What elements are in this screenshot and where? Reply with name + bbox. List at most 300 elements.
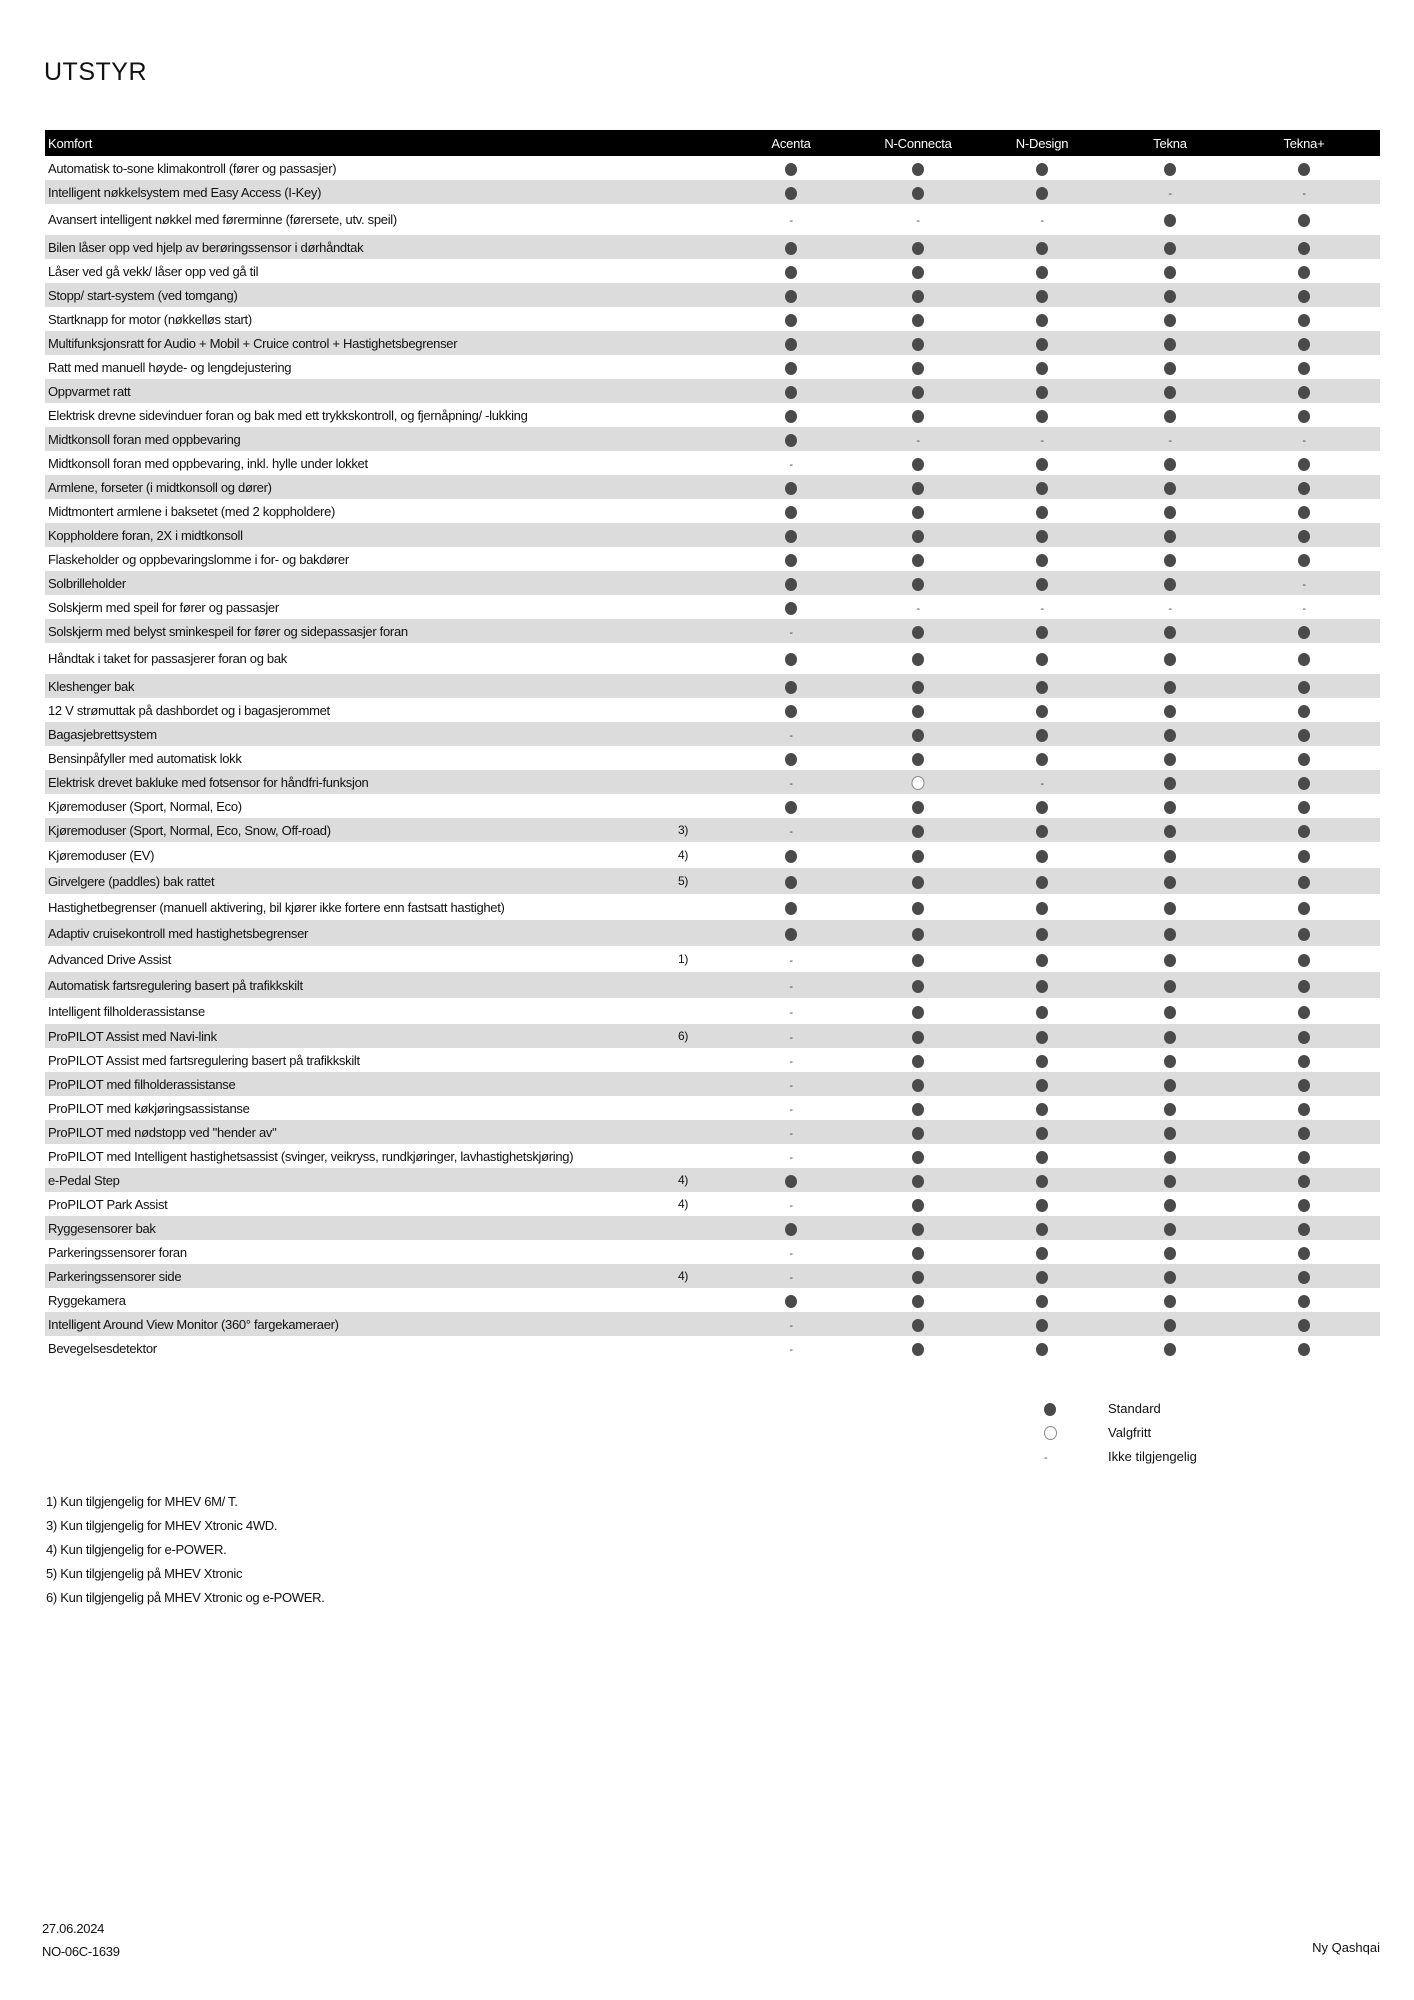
footnote-ref: 4) [678,1269,689,1283]
not-available-dash: - [789,1103,793,1116]
availability-cell [1040,432,1043,447]
standard-dot-icon [912,1247,924,1260]
standard-dot-icon [1164,980,1176,993]
feature-label: Parkeringssensorer side [48,1268,182,1284]
availability-cell [1164,527,1176,542]
table-row [45,1168,1380,1192]
not-available-dash: - [789,980,793,993]
availability-cell [916,432,919,447]
standard-dot-icon [912,876,924,889]
availability-cell [1036,951,1048,966]
availability-cell [785,847,797,862]
feature-label: Kjøremoduser (EV) [48,847,155,863]
standard-dot-icon [1036,386,1048,399]
table-row [45,156,1380,180]
standard-dot-icon [912,1103,924,1116]
availability-cell [1164,1340,1176,1355]
availability-cell [916,600,919,615]
standard-dot-icon [1036,1271,1048,1284]
footnote: 6) Kun tilgjengelig på MHEV Xtronic og e-POWER. [46,1590,325,1605]
availability-cell [785,407,797,422]
feature-label: Adaptiv cruisekontroll med hastighetsbegrenser [48,925,309,941]
feature-label: Armlene, forseter (i midtkonsoll og dører) [48,479,272,495]
not-available-dash: - [789,1271,793,1284]
availability-cell [1164,678,1176,693]
availability-cell [1036,847,1048,862]
standard-dot-icon [1298,506,1310,519]
standard-dot-icon [1036,850,1048,863]
availability-cell [785,239,797,254]
feature-label: Solbrilleholder [48,575,126,591]
feature-label: Automatisk to-sone klimakontroll (fører og passasjer) [48,160,337,176]
availability-cell [1036,1028,1048,1043]
standard-dot-icon [1298,266,1310,279]
availability-cell [912,774,925,790]
feature-label: Hastighetbegrenser (manuell aktivering, bil kjører ikke fortere enn fastsatt hastighet) [48,899,505,915]
feature-label: Advanced Drive Assist [48,951,172,967]
standard-dot-icon [912,163,924,176]
table-row [45,204,1380,235]
standard-dot-icon [1164,928,1176,941]
availability-cell [912,925,924,940]
standard-dot-icon [1298,729,1310,742]
availability-cell [912,1340,924,1355]
availability-cell [1036,873,1048,888]
availability-cell [789,1004,792,1019]
availability-cell [785,925,797,940]
table-row [45,770,1380,794]
standard-dot-icon [912,410,924,423]
availability-cell [789,775,792,790]
standard-dot-icon [1036,653,1048,666]
standard-dot-icon [1164,876,1176,889]
standard-dot-icon [1298,928,1310,941]
feature-label: ProPILOT med køkjøringsassistanse [48,1100,250,1116]
availability-cell [1164,212,1176,227]
equipment-table [45,130,1380,1360]
footnote: 3) Kun tilgjengelig for MHEV Xtronic 4WD. [46,1518,278,1533]
standard-dot-icon [1298,1127,1310,1140]
standard-dot-icon [785,338,797,351]
availability-cell [1168,185,1171,200]
standard-dot-icon [1298,705,1310,718]
availability-cell [1164,1148,1176,1163]
legend-label: Standard [1108,1400,1161,1416]
footer-model: Ny Qashqai [1312,1940,1380,1955]
standard-dot-icon [1164,850,1176,863]
table-row [45,259,1380,283]
availability-cell [1164,774,1176,789]
standard-dot-icon [1164,1031,1176,1044]
availability-cell [1036,822,1048,837]
table-row [45,235,1380,259]
availability-cell [1164,623,1176,638]
standard-dot-icon [785,850,797,863]
table-row [45,499,1380,523]
availability-cell [1036,651,1048,666]
not-available-dash: - [1168,434,1172,447]
availability-cell [1040,212,1043,227]
standard-dot-icon [1164,1103,1176,1116]
legend-item [1040,1420,1197,1444]
availability-cell [789,1245,792,1260]
availability-cell [912,287,924,302]
availability-cell [1036,1268,1048,1283]
availability-cell [1036,383,1048,398]
not-available-dash: - [789,1343,793,1356]
availability-cell [1164,503,1176,518]
standard-dot-icon [1298,1103,1310,1116]
availability-cell [785,750,797,765]
standard-dot-icon [1164,626,1176,639]
standard-dot-icon [1298,980,1310,993]
standard-dot-icon [912,902,924,915]
availability-cell [1298,774,1310,789]
standard-dot-icon [1164,314,1176,327]
standard-dot-icon [785,902,797,915]
standard-dot-icon [912,753,924,766]
legend [1040,1396,1197,1468]
availability-cell [912,455,924,470]
availability-cell [912,479,924,494]
standard-dot-icon [1298,1247,1310,1260]
availability-cell [1298,1292,1310,1307]
footnote-ref: 3) [678,823,689,837]
standard-dot-icon [1298,626,1310,639]
standard-dot-icon [912,554,924,567]
standard-dot-icon [1164,506,1176,519]
availability-cell [785,359,797,374]
availability-cell [789,823,792,838]
availability-cell [1164,977,1176,992]
availability-cell [1036,623,1048,638]
availability-cell [912,1316,924,1331]
standard-dot-icon [1298,554,1310,567]
feature-label: Parkeringssensorer foran [48,1244,187,1260]
standard-dot-icon [1164,1079,1176,1092]
footnote-ref: 1) [678,952,689,966]
standard-dot-icon [1164,530,1176,543]
footnote-ref: 4) [678,1173,689,1187]
availability-cell [1036,1052,1048,1067]
availability-cell [1302,432,1305,447]
table-row [45,946,1380,972]
standard-dot-icon [912,578,924,591]
standard-dot-icon [912,729,924,742]
standard-dot-icon [1164,163,1176,176]
feature-label: Bensinpåfyller med automatisk lokk [48,750,242,766]
availability-cell [912,527,924,542]
standard-dot-icon [912,1127,924,1140]
availability-cell [1040,775,1043,790]
footnote-ref: 4) [678,1197,689,1211]
standard-dot-icon [1298,386,1310,399]
standard-dot-icon [785,681,797,694]
availability-cell [1298,407,1310,422]
not-available-dash: - [916,602,920,615]
availability-cell [1164,847,1176,862]
standard-dot-icon [1298,163,1310,176]
feature-label: Kleshenger bak [48,678,135,694]
not-available-dash: - [789,626,793,639]
availability-cell [912,575,924,590]
not-available-dash: - [916,434,920,447]
table-row [45,595,1380,619]
availability-cell [1298,750,1310,765]
availability-cell [1164,359,1176,374]
not-available-dash: - [916,215,920,227]
standard-dot-icon [1036,1103,1048,1116]
not-available-dash: - [789,777,793,790]
availability-cell [1298,479,1310,494]
availability-cell [1302,185,1305,200]
standard-dot-icon [785,362,797,375]
standard-dot-icon [785,163,797,176]
feature-label: Midtkonsoll foran med oppbevaring, inkl. hylle under lokket [48,455,368,471]
availability-cell [1298,335,1310,350]
availability-cell [1298,311,1310,326]
table-row [45,794,1380,818]
feature-label: Stopp/ start-system (ved tomgang) [48,287,238,303]
availability-cell [1164,1052,1176,1067]
footnote-ref: 6) [678,1029,689,1043]
standard-dot-icon [912,482,924,495]
availability-cell [789,212,792,227]
availability-cell [1298,726,1310,741]
table-row [45,1120,1380,1144]
standard-dot-icon [912,1199,924,1212]
not-available-dash: - [789,1199,793,1212]
standard-dot-icon [1036,928,1048,941]
availability-cell [1298,212,1310,227]
standard-dot-icon [1298,1343,1310,1356]
standard-dot-icon [785,876,797,889]
standard-dot-icon [1164,458,1176,471]
availability-cell [1298,1052,1310,1067]
table-row [45,547,1380,571]
standard-dot-icon [912,338,924,351]
availability-cell [785,575,797,590]
standard-dot-icon [912,653,924,666]
availability-cell [1302,576,1305,591]
standard-dot-icon [785,578,797,591]
availability-cell [789,624,792,639]
availability-cell [912,1172,924,1187]
availability-cell [1298,1340,1310,1355]
availability-cell [1164,1076,1176,1091]
legend-label: Valgfritt [1108,1424,1152,1440]
standard-dot-icon [1036,825,1048,838]
availability-cell [1036,160,1048,175]
standard-dot-icon [1298,482,1310,495]
availability-cell [1298,1268,1310,1283]
standard-dot-icon [1036,876,1048,889]
availability-cell [912,847,924,862]
standard-dot-icon [785,705,797,718]
availability-cell [1164,160,1176,175]
not-available-dash: - [789,729,793,742]
availability-cell [1036,1003,1048,1018]
availability-cell [785,311,797,326]
availability-cell [912,1100,924,1115]
standard-dot-icon [785,530,797,543]
table-row [45,698,1380,722]
standard-dot-icon [785,1175,797,1188]
availability-cell [1036,977,1048,992]
standard-dot-icon [1298,850,1310,863]
availability-cell [1036,1148,1048,1163]
feature-label: ProPILOT Assist med Navi-link [48,1028,217,1044]
availability-cell [1298,1196,1310,1211]
standard-dot-icon [1298,825,1310,838]
legend-item [1040,1444,1197,1468]
table-row [45,180,1380,204]
standard-dot-icon [912,1343,924,1356]
standard-dot-icon [912,1295,924,1308]
standard-dot-icon [1164,902,1176,915]
table-row [45,1216,1380,1240]
standard-dot-icon [1298,1055,1310,1068]
feature-label: Avansert intelligent nøkkel med førerminne (førersete, utv. speil) [48,212,397,227]
table-body [45,156,1380,1360]
availability-cell [1298,702,1310,717]
feature-label: Intelligent filholderassistanse [48,1003,205,1019]
availability-cell [1036,1172,1048,1187]
column-n-connecta: N-Connecta [884,135,952,151]
section-heading: Komfort [48,135,93,151]
standard-dot-icon [912,1151,924,1164]
availability-cell [785,527,797,542]
table-row [45,1048,1380,1072]
table-row [45,1264,1380,1288]
availability-cell [785,431,797,446]
standard-dot-icon [1164,1343,1176,1356]
standard-dot-icon [912,1079,924,1092]
feature-label: Ratt med manuell høyde- og lengdejustering [48,359,292,375]
standard-dot-icon [912,314,924,327]
feature-label: ProPILOT Assist med fartsregulering basert på trafikkskilt [48,1052,360,1068]
availability-cell [916,212,919,227]
column-acenta: Acenta [771,135,811,151]
column-tekna: Tekna [1153,135,1187,151]
availability-cell [1036,1316,1048,1331]
availability-cell [912,1052,924,1067]
standard-dot-icon [912,954,924,967]
standard-dot-icon [1298,1006,1310,1019]
availability-cell [1298,1172,1310,1187]
feature-label: Oppvarmet ratt [48,383,131,399]
availability-cell [912,263,924,278]
table-row [45,451,1380,475]
standard-dot-icon [1164,1055,1176,1068]
availability-cell [1298,977,1310,992]
feature-label: ProPILOT med filholderassistanse [48,1076,236,1092]
standard-dot-icon [1164,1247,1176,1260]
standard-dot-icon [1298,314,1310,327]
table-row [45,1096,1380,1120]
standard-dot-icon [1036,1247,1048,1260]
availability-cell [1164,899,1176,914]
availability-cell [912,503,924,518]
availability-cell [1298,551,1310,566]
standard-dot-icon [1036,338,1048,351]
standard-dot-icon [1164,729,1176,742]
availability-cell [789,1029,792,1044]
availability-cell [1164,1220,1176,1235]
availability-cell [1298,287,1310,302]
standard-dot-icon [1036,290,1048,303]
availability-cell [1298,160,1310,175]
availability-cell [912,822,924,837]
standard-dot-icon [912,705,924,718]
table-row [45,1024,1380,1048]
table-row [45,523,1380,547]
standard-dot-icon [1164,410,1176,423]
availability-cell [1036,527,1048,542]
not-available-dash: - [789,1319,793,1332]
availability-cell [912,1268,924,1283]
availability-cell [1298,798,1310,813]
availability-cell [912,798,924,813]
table-row [45,619,1380,643]
legend-symbol [1040,1449,1108,1464]
feature-label: Solskjerm med belyst sminkespeil for fører og sidepassasjer foran [48,623,408,639]
standard-dot-icon [1044,1403,1056,1416]
availability-cell [789,1101,792,1116]
table-row [45,818,1380,842]
availability-cell [1298,1124,1310,1139]
standard-dot-icon [1164,482,1176,495]
standard-dot-icon [1298,458,1310,471]
feature-label: Håndtak i taket for passasjerer foran og bak [48,651,287,666]
standard-dot-icon [1036,1151,1048,1164]
standard-dot-icon [1036,530,1048,543]
availability-cell [1164,750,1176,765]
availability-cell [1164,798,1176,813]
standard-dot-icon [1164,753,1176,766]
availability-cell [1298,1220,1310,1235]
availability-cell [785,1292,797,1307]
standard-dot-icon [1036,729,1048,742]
availability-cell [1298,1244,1310,1259]
footnote: 1) Kun tilgjengelig for MHEV 6M/ T. [46,1494,238,1509]
standard-dot-icon [785,753,797,766]
standard-dot-icon [785,386,797,399]
availability-cell [1036,503,1048,518]
availability-cell [1298,651,1310,666]
availability-cell [1036,1124,1048,1139]
availability-cell [912,407,924,422]
feature-label: Solskjerm med speil for fører og passasjer [48,599,279,615]
feature-label: Midtkonsoll foran med oppbevaring [48,431,241,447]
standard-dot-icon [1036,954,1048,967]
availability-cell [1036,726,1048,741]
standard-dot-icon [1036,314,1048,327]
availability-cell [912,678,924,693]
footnote-ref: 5) [678,874,689,888]
standard-dot-icon [1036,266,1048,279]
standard-dot-icon [785,1223,797,1236]
standard-dot-icon [1036,980,1048,993]
availability-cell [1164,239,1176,254]
table-row [45,920,1380,946]
feature-label: Koppholdere foran, 2X i midtkonsoll [48,527,243,543]
availability-cell [785,798,797,813]
standard-dot-icon [785,602,797,615]
availability-cell [1168,600,1171,615]
standard-dot-icon [1036,902,1048,915]
feature-label: Elektrisk drevne sidevinduer foran og bak med ett trykkskontroll, og fjernåpning/ -lukking [48,407,528,423]
